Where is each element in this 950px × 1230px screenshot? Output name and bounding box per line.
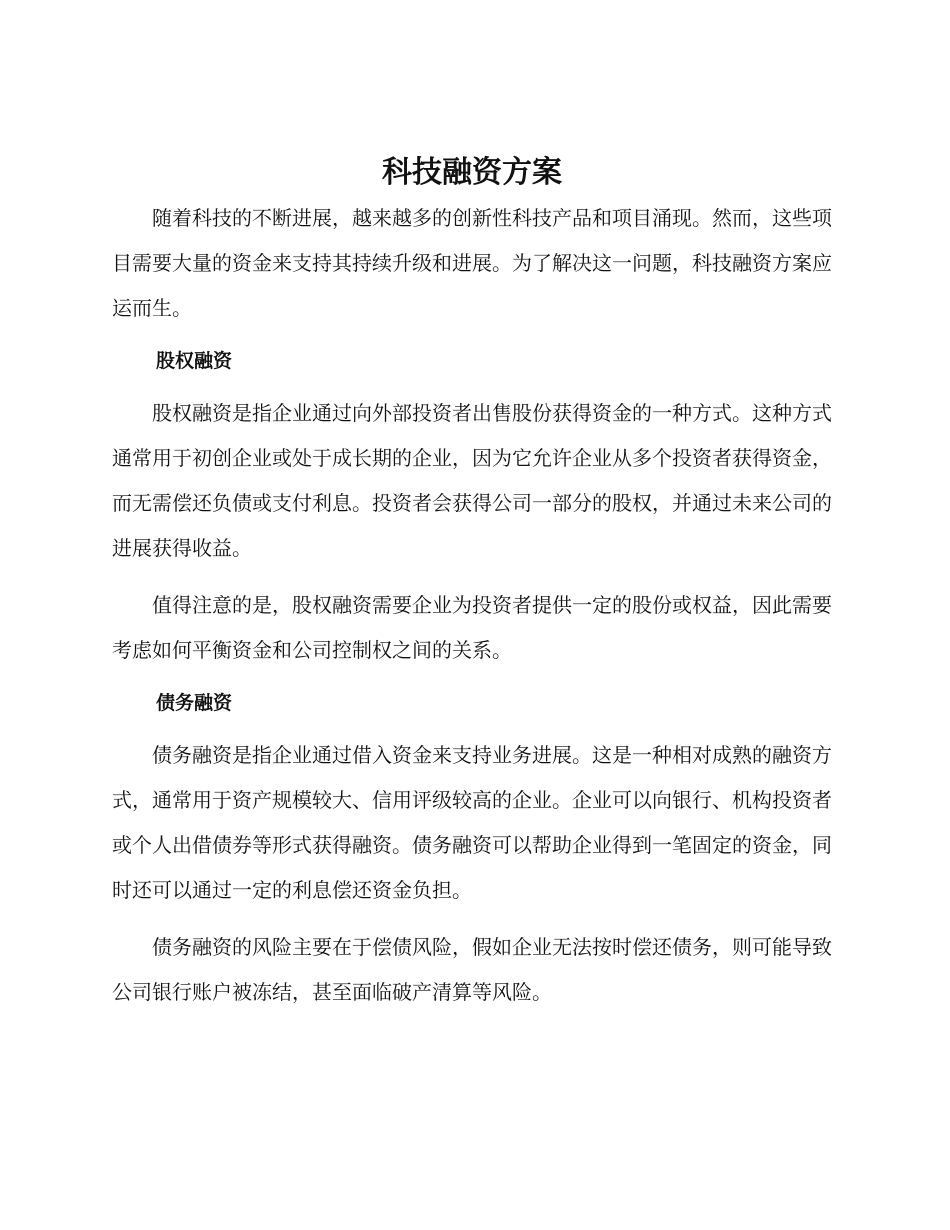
intro-paragraph: 随着科技的不断进展，越来越多的创新性科技产品和项目涌现。然而，这些项目需要大量的资金来支持其持续升级和进展。为了解决这一问题，科技融资方案应运而生。 [112,206,832,320]
debt-paragraph-2: 债务融资的风险主要在于偿债风险，假如企业无法按时偿还债务，则可能导致公司银行账户被冻结，甚至面临破产清算等风险。 [112,935,832,1004]
section-heading-equity: 股权融资 [156,350,233,372]
document-body [112,150,832,1015]
document-title: 科技融资方案 [382,155,562,190]
equity-paragraph-1: 股权融资是指企业通过向外部投资者出售股份获得资金的一种方式。这种方式通常用于初创企业或处于成长期的企业，因为它允许企业从多个投资者获得资金，而无需偿还负债或支付利息。投资者会获得公司一部分的股权，并通过未来公司的进展获得收益。 [112,401,832,560]
debt-paragraph-1: 债务融资是指企业通过借入资金来支持业务进展。这是一种相对成熟的融资方式，通常用于资产规模较大、信用评级较高的企业。企业可以向银行、机构投资者或个人出借债券等形式获得融资。债务融资可以帮助企业得到一笔固定的资金，同时还可以通过一定的利息偿还资金负担。 [112,743,832,902]
equity-paragraph-2: 值得注意的是，股权融资需要企业为投资者提供一定的股份或权益，因此需要考虑如何平衡资金和公司控制权之间的关系。 [112,593,832,662]
section-heading-debt: 债务融资 [156,692,233,714]
